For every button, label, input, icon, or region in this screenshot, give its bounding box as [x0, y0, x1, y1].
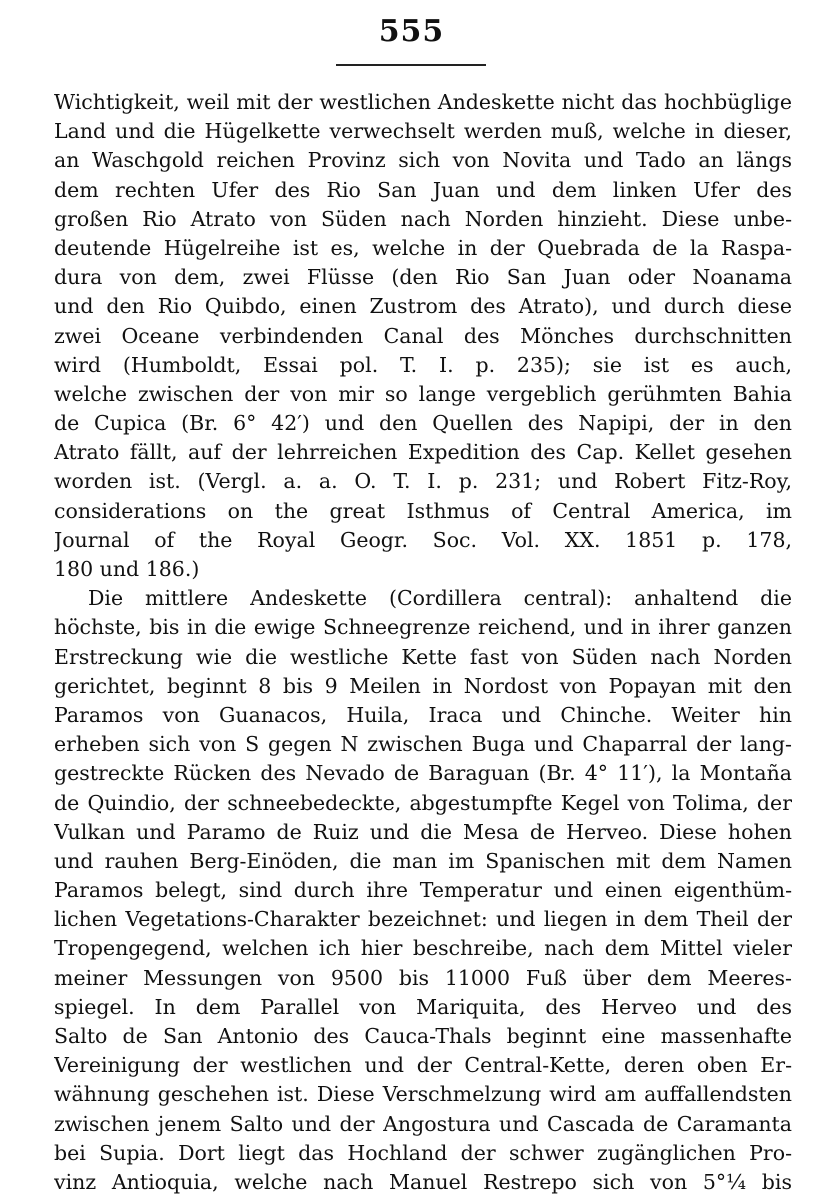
text-line: und den Rio Quibdo, einen Zustrom des Atrato), und durch diese	[54, 294, 792, 319]
text-line: deutende Hügelreihe ist es, welche in der Quebrada de la Raspa-	[54, 235, 792, 260]
text-line: de Cupica (Br. 6° 42′) und den Quellen des Napipi, der in den	[54, 411, 792, 436]
text-line: zwischen jenem Salto und der Angostura und Cascada de Caramanta	[54, 1111, 792, 1136]
text-line: großen Rio Atrato von Süden nach Norden hinzieht. Diese unbe-	[54, 206, 792, 231]
text-line: gerichtet, beginnt 8 bis 9 Meilen in Nordost von Popayan mit den	[54, 673, 792, 698]
text-line: Vereinigung der westlichen und der Central-Kette, deren oben Er-	[54, 1053, 792, 1078]
text-line: Atrato fällt, auf der lehrreichen Expedition des Cap. Kellet gesehen	[54, 440, 792, 465]
text-line: dura von dem, zwei Flüsse (den Rio San Juan oder Noanama	[54, 265, 792, 290]
text-line: Erstreckung wie die westliche Kette fast von Süden nach Norden	[54, 644, 792, 669]
page-number: 555	[378, 14, 445, 49]
text-line: Paramos von Guanacos, Huila, Iraca und Chinche. Weiter hin	[54, 702, 792, 727]
text-line: Wichtigkeit, weil mit der westlichen Andeskette nicht das hochbüglige	[54, 90, 792, 114]
text-line: erheben sich von S gegen N zwischen Buga und Chaparral der lang-	[54, 732, 792, 757]
text-line: zwei Oceane verbindenden Canal des Mönches durchschnitten	[54, 323, 792, 348]
header-rule	[336, 64, 486, 66]
text-line: Vulkan und Paramo de Ruiz und die Mesa de Herveo. Diese hohen	[54, 819, 792, 844]
text-line: gestreckte Rücken des Nevado de Baraguan (Br. 4° 11′), la Montaña	[54, 761, 792, 786]
text-line: Salto de San Antonio des Cauca-Thals beginnt eine massenhafte	[54, 1024, 792, 1048]
text-line: dem rechten Ufer des Rio San Juan und dem linken Ufer des	[54, 177, 792, 202]
text-line: lichen Vegetations-Charakter bezeichnet: und liegen in dem Theil der	[54, 907, 792, 932]
text-line: Die mittlere Andeskette (Cordillera central): anhaltend die	[88, 586, 792, 611]
text-line: höchste, bis in die ewige Schneegrenze reichend, und in ihrer ganzen	[54, 615, 792, 640]
text-line: bei Supia. Dort liegt das Hochland der schwer zugänglichen Pro-	[54, 1140, 792, 1165]
text-line: wähnung geschehen ist. Diese Verschmelzung wird am auffallendsten	[54, 1082, 792, 1107]
text-line: de Quindio, der schneebedeckte, abgestumpfte Kegel von Tolima, der	[54, 790, 792, 815]
text-line: an Waschgold reichen Provinz sich von Novita und Tado an längs	[54, 148, 792, 173]
body-text	[54, 88, 792, 1197]
text-line: vinz Antioquia, welche nach Manuel Restrepo sich von 5°¼ bis	[54, 1169, 792, 1194]
text-line: wird (Humboldt, Essai pol. T. I. p. 235); sie ist es auch,	[54, 352, 792, 377]
text-line: considerations on the great Isthmus of Central America, im	[54, 498, 792, 523]
text-line: Land und die Hügelkette verwechselt werden muß, welche in dieser,	[54, 119, 792, 144]
text-line: meiner Messungen von 9500 bis 11000 Fuß über dem Meeres-	[54, 965, 792, 990]
text-line: und rauhen Berg-Einöden, die man im Spanischen mit dem Namen	[54, 848, 792, 873]
text-line: Tropengegend, welchen ich hier beschreibe, nach dem Mittel vieler	[54, 936, 792, 961]
text-line: Journal of the Royal Geogr. Soc. Vol. XX. 1851 p. 178,	[54, 527, 792, 552]
text-line: worden ist. (Vergl. a. a. O. T. I. p. 231; und Robert Fitz-Roy,	[54, 469, 792, 494]
text-line: welche zwischen der von mir so lange vergeblich gerühmten Bahia	[54, 381, 792, 406]
text-line: 180 und 186.)	[54, 557, 200, 581]
text-line: spiegel. In dem Parallel von Mariquita, des Herveo und des	[54, 994, 792, 1019]
text-line: Paramos belegt, sind durch ihre Temperatur und einen eigenthüm-	[54, 878, 792, 903]
